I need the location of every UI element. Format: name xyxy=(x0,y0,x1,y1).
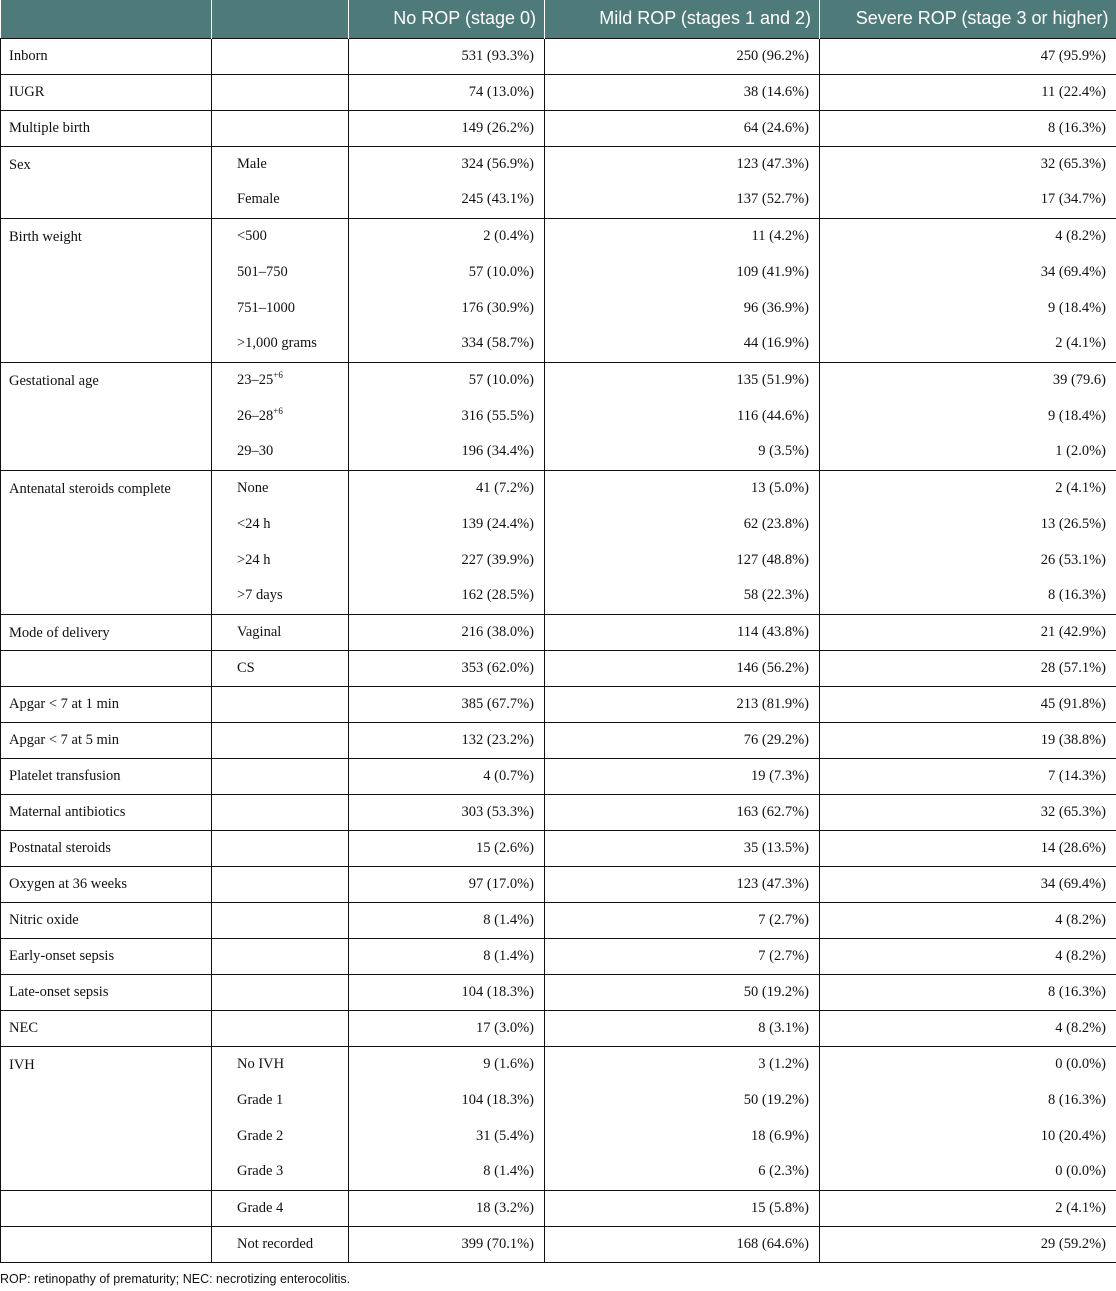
row-category xyxy=(212,974,349,1010)
row-category xyxy=(212,614,349,650)
value-no-rop: 41 (7.2%) xyxy=(349,470,545,506)
table-footnote: ROP: retinopathy of prematurity; NEC: necrotizing enterocolitis. xyxy=(0,1272,351,1286)
table-row xyxy=(1,434,1116,470)
table-row xyxy=(1,686,1116,722)
value-mild-rop: 8 (3.1%) xyxy=(545,1010,820,1046)
value-no-rop: 104 (18.3%) xyxy=(349,1082,545,1118)
category-text: <24 h xyxy=(237,515,271,532)
value-severe-rop: 26 (53.1%) xyxy=(820,542,1116,578)
value-no-rop: 324 (56.9%) xyxy=(349,146,545,182)
table-row xyxy=(1,758,1116,794)
row-category xyxy=(212,866,349,902)
value-no-rop: 57 (10.0%) xyxy=(349,362,545,398)
value-no-rop: 31 (5.4%) xyxy=(349,1118,545,1154)
value-no-rop: 196 (34.4%) xyxy=(349,434,545,470)
value-mild-rop: 116 (44.6%) xyxy=(545,398,820,434)
row-category xyxy=(212,794,349,830)
value-severe-rop: 47 (95.9%) xyxy=(820,38,1116,74)
value-no-rop: 2 (0.4%) xyxy=(349,218,545,254)
value-mild-rop: 44 (16.9%) xyxy=(545,326,820,362)
value-severe-rop: 4 (8.2%) xyxy=(820,1010,1116,1046)
table-row xyxy=(1,398,1116,434)
value-mild-rop: 11 (4.2%) xyxy=(545,218,820,254)
value-no-rop: 149 (26.2%) xyxy=(349,110,545,146)
table-row xyxy=(1,578,1116,614)
value-mild-rop: 123 (47.3%) xyxy=(545,866,820,902)
table-row xyxy=(1,146,1116,182)
value-mild-rop: 19 (7.3%) xyxy=(545,758,820,794)
row-label: Birth weight xyxy=(1,218,212,254)
value-no-rop: 303 (53.3%) xyxy=(349,794,545,830)
category-text: 29–30 xyxy=(237,443,274,460)
value-severe-rop: 4 (8.2%) xyxy=(820,902,1116,938)
table-row xyxy=(1,902,1116,938)
value-severe-rop: 9 (18.4%) xyxy=(820,398,1116,434)
category-text: 751–1000 xyxy=(237,299,295,316)
table-row xyxy=(1,794,1116,830)
value-mild-rop: 109 (41.9%) xyxy=(545,254,820,290)
value-severe-rop: 8 (16.3%) xyxy=(820,974,1116,1010)
value-mild-rop: 114 (43.8%) xyxy=(545,614,820,650)
category-text: Female xyxy=(237,191,280,208)
value-mild-rop: 9 (3.5%) xyxy=(545,434,820,470)
table-row xyxy=(1,1226,1116,1262)
value-mild-rop: 50 (19.2%) xyxy=(545,974,820,1010)
value-no-rop: 316 (55.5%) xyxy=(349,398,545,434)
row-label xyxy=(1,1154,212,1190)
category-text: None xyxy=(237,479,269,496)
row-label xyxy=(1,326,212,362)
header-cell-no-rop: No ROP (stage 0) xyxy=(349,0,545,38)
value-mild-rop: 7 (2.7%) xyxy=(545,902,820,938)
category-text: Vaginal xyxy=(237,623,282,640)
category-text: Grade 1 xyxy=(237,1091,284,1108)
category-text: 26–28 xyxy=(237,407,274,424)
category-superscript: +6 xyxy=(273,405,283,416)
row-category xyxy=(212,1046,349,1082)
row-category xyxy=(212,650,349,686)
value-mild-rop: 58 (22.3%) xyxy=(545,578,820,614)
row-label: Early-onset sepsis xyxy=(1,938,212,974)
value-severe-rop: 21 (42.9%) xyxy=(820,614,1116,650)
value-no-rop: 17 (3.0%) xyxy=(349,1010,545,1046)
value-no-rop: 9 (1.6%) xyxy=(349,1046,545,1082)
table-row xyxy=(1,1190,1116,1226)
row-category xyxy=(212,722,349,758)
row-category xyxy=(212,1154,349,1190)
value-mild-rop: 3 (1.2%) xyxy=(545,1046,820,1082)
table-row xyxy=(1,830,1116,866)
value-severe-rop: 8 (16.3%) xyxy=(820,578,1116,614)
row-label: Gestational age xyxy=(1,362,212,398)
value-severe-rop: 2 (4.1%) xyxy=(820,470,1116,506)
header-cell-category xyxy=(212,0,349,38)
category-text: Male xyxy=(237,155,267,172)
value-severe-rop: 2 (4.1%) xyxy=(820,1190,1116,1226)
value-mild-rop: 135 (51.9%) xyxy=(545,362,820,398)
row-label xyxy=(1,542,212,578)
value-severe-rop: 4 (8.2%) xyxy=(820,938,1116,974)
category-text: CS xyxy=(237,659,255,676)
category-text: No IVH xyxy=(237,1055,285,1072)
row-category xyxy=(212,686,349,722)
row-label: Multiple birth xyxy=(1,110,212,146)
row-category xyxy=(212,1082,349,1118)
row-category xyxy=(212,1010,349,1046)
value-severe-rop: 7 (14.3%) xyxy=(820,758,1116,794)
value-mild-rop: 250 (96.2%) xyxy=(545,38,820,74)
row-label: Postnatal steroids xyxy=(1,830,212,866)
row-category xyxy=(212,434,349,470)
row-label: Oxygen at 36 weeks xyxy=(1,866,212,902)
table-row xyxy=(1,362,1116,398)
row-category xyxy=(212,398,349,434)
table-row xyxy=(1,326,1116,362)
row-label: Antenatal steroids complete xyxy=(1,470,212,506)
category-text: <500 xyxy=(237,227,267,244)
value-mild-rop: 213 (81.9%) xyxy=(545,686,820,722)
value-mild-rop: 15 (5.8%) xyxy=(545,1190,820,1226)
value-no-rop: 74 (13.0%) xyxy=(349,74,545,110)
table-row xyxy=(1,614,1116,650)
row-category xyxy=(212,578,349,614)
category-text: >1,000 grams xyxy=(237,335,317,352)
row-label: Maternal antibiotics xyxy=(1,794,212,830)
table-row xyxy=(1,218,1116,254)
value-no-rop: 4 (0.7%) xyxy=(349,758,545,794)
value-severe-rop: 34 (69.4%) xyxy=(820,254,1116,290)
table-header xyxy=(1,0,1116,38)
value-mild-rop: 50 (19.2%) xyxy=(545,1082,820,1118)
value-no-rop: 57 (10.0%) xyxy=(349,254,545,290)
value-severe-rop: 9 (18.4%) xyxy=(820,290,1116,326)
value-no-rop: 15 (2.6%) xyxy=(349,830,545,866)
value-mild-rop: 168 (64.6%) xyxy=(545,1226,820,1262)
value-severe-rop: 11 (22.4%) xyxy=(820,74,1116,110)
table-row xyxy=(1,866,1116,902)
row-category xyxy=(212,506,349,542)
value-severe-rop: 1 (2.0%) xyxy=(820,434,1116,470)
value-mild-rop: 38 (14.6%) xyxy=(545,74,820,110)
row-category xyxy=(212,938,349,974)
value-severe-rop: 0 (0.0%) xyxy=(820,1154,1116,1190)
table-row xyxy=(1,1010,1116,1046)
value-severe-rop: 32 (65.3%) xyxy=(820,146,1116,182)
row-category xyxy=(212,218,349,254)
value-mild-rop: 35 (13.5%) xyxy=(545,830,820,866)
row-label: Late-onset sepsis xyxy=(1,974,212,1010)
row-label xyxy=(1,1082,212,1118)
value-mild-rop: 6 (2.3%) xyxy=(545,1154,820,1190)
table-row xyxy=(1,182,1116,218)
category-superscript: +6 xyxy=(273,369,283,380)
value-severe-rop: 45 (91.8%) xyxy=(820,686,1116,722)
row-label: Apgar < 7 at 5 min xyxy=(1,722,212,758)
row-label xyxy=(1,650,212,686)
row-category xyxy=(212,902,349,938)
row-category xyxy=(212,758,349,794)
value-no-rop: 18 (3.2%) xyxy=(349,1190,545,1226)
row-category xyxy=(212,74,349,110)
table-row xyxy=(1,1154,1116,1190)
row-category xyxy=(212,38,349,74)
row-category xyxy=(212,254,349,290)
row-label xyxy=(1,398,212,434)
value-mild-rop: 76 (29.2%) xyxy=(545,722,820,758)
value-no-rop: 334 (58.7%) xyxy=(349,326,545,362)
value-mild-rop: 137 (52.7%) xyxy=(545,182,820,218)
value-severe-rop: 28 (57.1%) xyxy=(820,650,1116,686)
row-label xyxy=(1,1226,212,1262)
row-label xyxy=(1,506,212,542)
value-no-rop: 104 (18.3%) xyxy=(349,974,545,1010)
category-text: >7 days xyxy=(237,587,283,604)
value-mild-rop: 13 (5.0%) xyxy=(545,470,820,506)
row-category xyxy=(212,146,349,182)
value-severe-rop: 17 (34.7%) xyxy=(820,182,1116,218)
row-label: NEC xyxy=(1,1010,212,1046)
table-row xyxy=(1,1082,1116,1118)
row-category xyxy=(212,470,349,506)
row-label: Nitric oxide xyxy=(1,902,212,938)
row-label: IVH xyxy=(1,1046,212,1082)
table-row xyxy=(1,470,1116,506)
category-text: >24 h xyxy=(237,551,271,568)
table-body xyxy=(1,38,1116,1262)
value-severe-rop: 39 (79.6) xyxy=(820,362,1116,398)
table-row xyxy=(1,974,1116,1010)
row-category xyxy=(212,1190,349,1226)
value-severe-rop: 0 (0.0%) xyxy=(820,1046,1116,1082)
header-cell-severe-rop: Severe ROP (stage 3 or higher) xyxy=(820,0,1116,38)
value-no-rop: 245 (43.1%) xyxy=(349,182,545,218)
row-category xyxy=(212,110,349,146)
category-text: 23–25 xyxy=(237,371,274,388)
value-no-rop: 8 (1.4%) xyxy=(349,1154,545,1190)
table-row xyxy=(1,74,1116,110)
row-label xyxy=(1,578,212,614)
table-row xyxy=(1,650,1116,686)
table-row xyxy=(1,110,1116,146)
table-row xyxy=(1,254,1116,290)
row-label xyxy=(1,1118,212,1154)
value-no-rop: 162 (28.5%) xyxy=(349,578,545,614)
table-row xyxy=(1,938,1116,974)
value-severe-rop: 4 (8.2%) xyxy=(820,218,1116,254)
table-row xyxy=(1,290,1116,326)
row-category xyxy=(212,830,349,866)
row-category xyxy=(212,1226,349,1262)
row-label xyxy=(1,1190,212,1226)
header-row xyxy=(1,0,1116,38)
value-no-rop: 385 (67.7%) xyxy=(349,686,545,722)
value-mild-rop: 62 (23.8%) xyxy=(545,506,820,542)
row-category xyxy=(212,362,349,398)
header-cell-variable xyxy=(1,0,212,38)
value-no-rop: 8 (1.4%) xyxy=(349,938,545,974)
value-no-rop: 97 (17.0%) xyxy=(349,866,545,902)
value-severe-rop: 14 (28.6%) xyxy=(820,830,1116,866)
row-label: Mode of delivery xyxy=(1,614,212,650)
row-category xyxy=(212,1118,349,1154)
value-severe-rop: 29 (59.2%) xyxy=(820,1226,1116,1262)
value-mild-rop: 7 (2.7%) xyxy=(545,938,820,974)
category-text: Not recorded xyxy=(237,1235,314,1252)
table-row xyxy=(1,38,1116,74)
row-label: Apgar < 7 at 1 min xyxy=(1,686,212,722)
table-row xyxy=(1,1046,1116,1082)
category-text: Grade 2 xyxy=(237,1127,284,1144)
row-category xyxy=(212,326,349,362)
category-text: Grade 3 xyxy=(237,1163,284,1180)
value-severe-rop: 13 (26.5%) xyxy=(820,506,1116,542)
value-no-rop: 176 (30.9%) xyxy=(349,290,545,326)
row-category xyxy=(212,290,349,326)
value-severe-rop: 2 (4.1%) xyxy=(820,326,1116,362)
value-severe-rop: 34 (69.4%) xyxy=(820,866,1116,902)
value-mild-rop: 163 (62.7%) xyxy=(545,794,820,830)
value-severe-rop: 32 (65.3%) xyxy=(820,794,1116,830)
row-label xyxy=(1,254,212,290)
table-row xyxy=(1,542,1116,578)
value-mild-rop: 64 (24.6%) xyxy=(545,110,820,146)
value-mild-rop: 18 (6.9%) xyxy=(545,1118,820,1154)
value-mild-rop: 123 (47.3%) xyxy=(545,146,820,182)
row-label: Sex xyxy=(1,146,212,182)
table-row xyxy=(1,1118,1116,1154)
value-no-rop: 353 (62.0%) xyxy=(349,650,545,686)
category-text: 501–750 xyxy=(237,263,288,280)
row-category xyxy=(212,542,349,578)
row-label xyxy=(1,434,212,470)
row-label: Platelet transfusion xyxy=(1,758,212,794)
value-no-rop: 531 (93.3%) xyxy=(349,38,545,74)
value-severe-rop: 8 (16.3%) xyxy=(820,1082,1116,1118)
value-no-rop: 8 (1.4%) xyxy=(349,902,545,938)
value-mild-rop: 96 (36.9%) xyxy=(545,290,820,326)
value-severe-rop: 10 (20.4%) xyxy=(820,1118,1116,1154)
value-no-rop: 227 (39.9%) xyxy=(349,542,545,578)
value-mild-rop: 146 (56.2%) xyxy=(545,650,820,686)
value-severe-rop: 8 (16.3%) xyxy=(820,110,1116,146)
row-label: IUGR xyxy=(1,74,212,110)
value-mild-rop: 127 (48.8%) xyxy=(545,542,820,578)
value-no-rop: 132 (23.2%) xyxy=(349,722,545,758)
value-no-rop: 139 (24.4%) xyxy=(349,506,545,542)
row-label xyxy=(1,182,212,218)
row-label xyxy=(1,290,212,326)
value-severe-rop: 19 (38.8%) xyxy=(820,722,1116,758)
value-no-rop: 399 (70.1%) xyxy=(349,1226,545,1262)
table-row xyxy=(1,506,1116,542)
row-label: Inborn xyxy=(1,38,212,74)
header-cell-mild-rop: Mild ROP (stages 1 and 2) xyxy=(545,0,820,38)
table-row xyxy=(1,722,1116,758)
category-text: Grade 4 xyxy=(237,1199,284,1216)
value-no-rop: 216 (38.0%) xyxy=(349,614,545,650)
row-category xyxy=(212,182,349,218)
